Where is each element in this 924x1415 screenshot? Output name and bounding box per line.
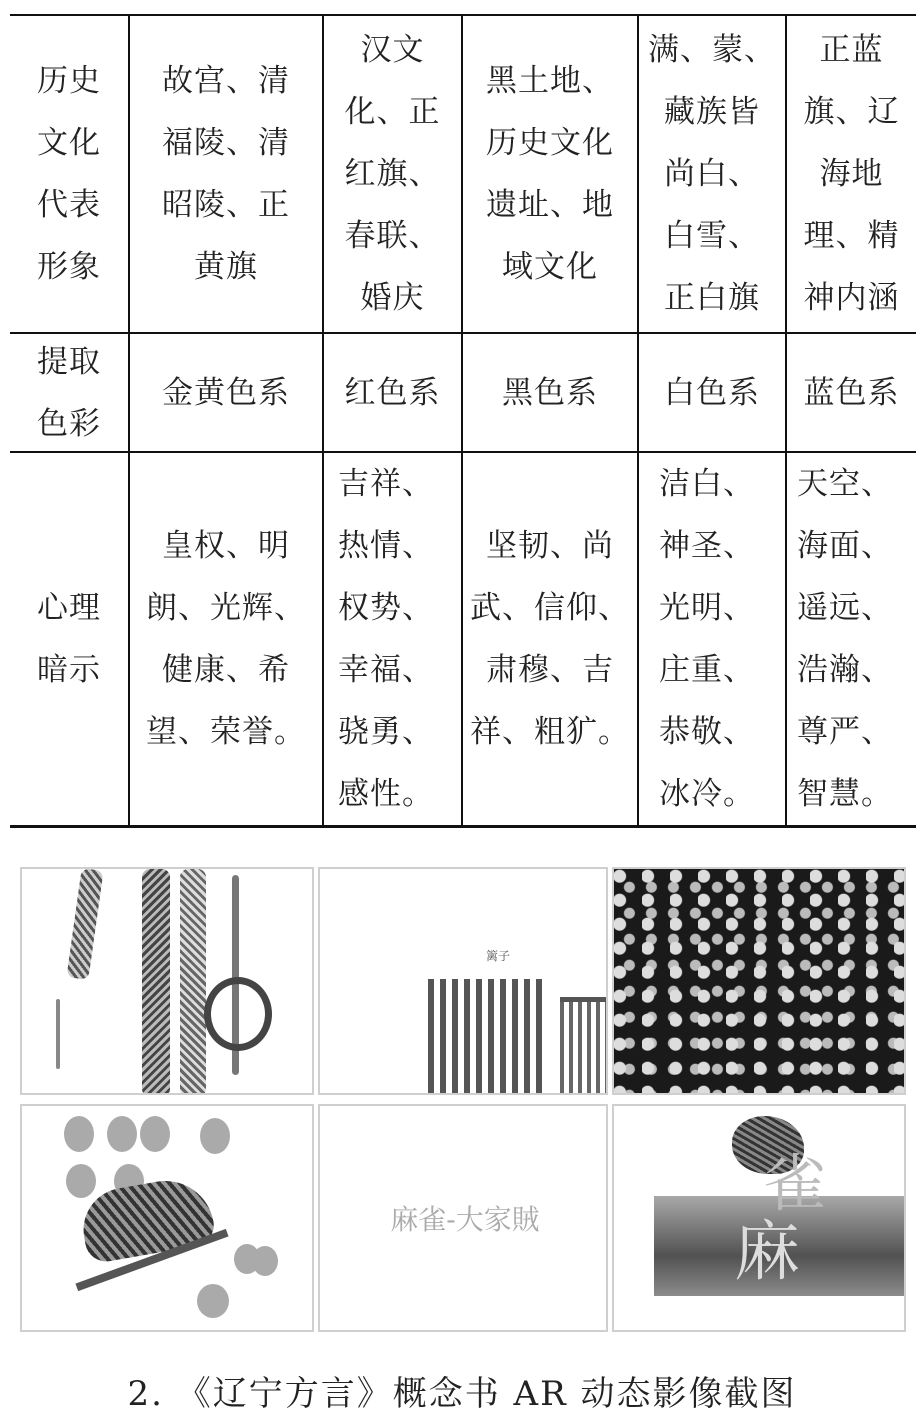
ring-image	[204, 977, 272, 1051]
cell-red-image: 汉文 化、正 红旗、 春联、 婚庆	[344, 32, 441, 316]
cell-red-hint: 吉祥、 热情、 权势、 幸福、 骁勇、 感性。	[338, 466, 434, 812]
cell-white-hint: 洁白、 神圣、 光明、 庄重、 恭敬、 冰冷。	[659, 466, 755, 812]
rope-rod-image	[180, 869, 206, 1095]
cell-black-image: 黑土地、 历史文化 遗址、地 域文化	[486, 63, 614, 285]
table-bottom-rule	[10, 825, 916, 828]
fence-title: 篱子	[486, 949, 511, 963]
decor-circle	[200, 1118, 230, 1154]
chameleon-image	[77, 1173, 217, 1265]
stick-image	[56, 999, 60, 1069]
cell-gold-color: 金黄色系	[162, 374, 290, 411]
decor-circle	[66, 1164, 96, 1198]
row-label-psychological-hint: 心理 暗示	[37, 590, 101, 688]
decor-circle	[107, 1116, 137, 1152]
cell-gold-hint: 皇权、明 朗、光辉、 健康、希 望、荣誉。	[146, 528, 306, 750]
screenshot-panel-texture	[612, 867, 906, 1095]
row-label-cultural-image: 历史 文化 代表 形象	[37, 63, 101, 285]
cell-red-color: 红色系	[344, 374, 441, 411]
screenshot-panel-sparrow	[612, 1104, 906, 1332]
figure-caption: 2. 《辽宁方言》概念书 AR 动态影像截图	[127, 1374, 797, 1414]
cell-white-image: 满、蒙、 藏族皆 尚白、 白雪、 正白旗	[648, 32, 776, 316]
decor-circle	[64, 1116, 94, 1152]
cell-white-color: 白色系	[664, 374, 760, 411]
screenshot-panel-title	[318, 1104, 608, 1332]
fence-image	[560, 997, 608, 1095]
cell-gold-image: 故宫、清 福陵、清 昭陵、正 黄旗	[162, 63, 290, 285]
decor-circle	[140, 1116, 170, 1152]
screenshot-panel-rods	[20, 867, 314, 1095]
decor-circle	[252, 1246, 278, 1276]
sparrow-big-char: 雀	[764, 1147, 827, 1220]
cell-black-color: 黑色系	[502, 374, 598, 411]
cell-blue-image: 正蓝 旗、辽 海地 理、精 神内涵	[803, 32, 900, 316]
screenshot-panel-chameleon	[20, 1104, 314, 1332]
fence-image	[428, 979, 543, 1095]
sparrow-title: 麻雀-大家賊	[390, 1203, 540, 1236]
rope-rod-image	[66, 868, 103, 980]
cell-blue-hint: 天空、 海面、 遥远、 浩瀚、 尊严、 智慧。	[797, 466, 893, 812]
row-label-extracted-color: 提取 色彩	[37, 343, 101, 442]
decor-circle	[197, 1284, 229, 1318]
rope-rod-image	[142, 869, 170, 1095]
screenshot-panel-fence	[318, 867, 608, 1095]
cell-black-hint: 坚韧、尚 武、信仰、 肃穆、吉 祥、粗犷。	[470, 528, 630, 750]
sparrow-big-char: 麻	[734, 1213, 800, 1290]
cell-blue-color: 蓝色系	[803, 374, 900, 411]
